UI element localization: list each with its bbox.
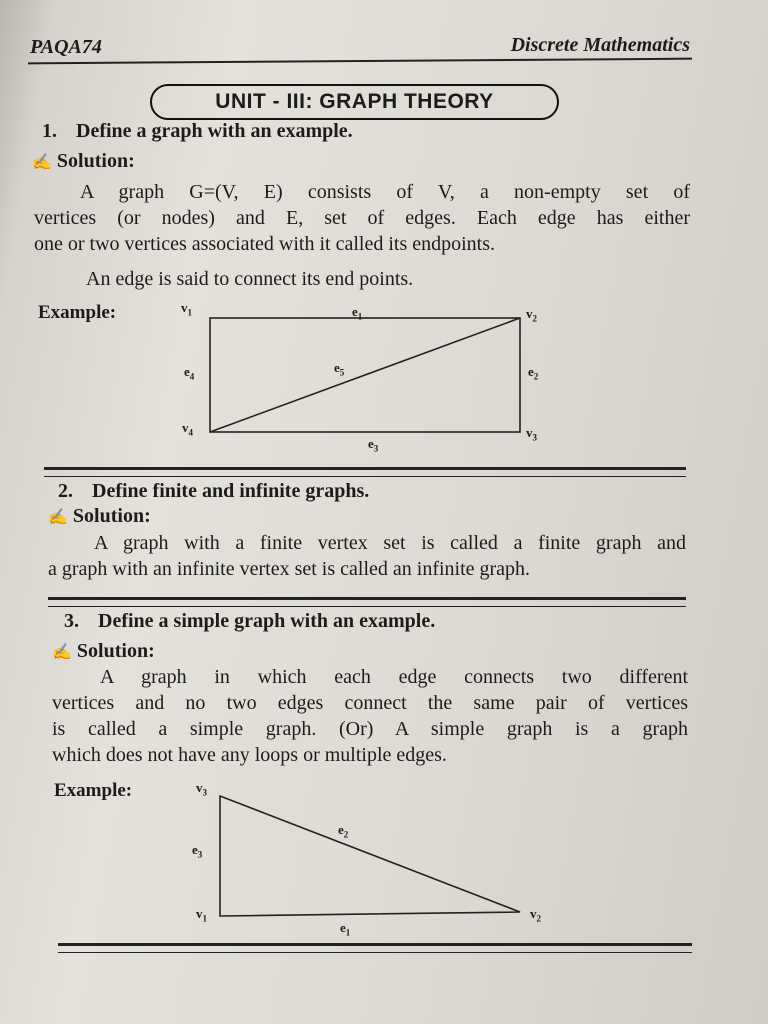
q3-line: which does not have any loops or multiple edges. [52, 744, 447, 766]
unit-title: UNIT - III: GRAPH THEORY [150, 84, 559, 120]
q3-graph-diagram [200, 780, 540, 930]
section-divider [58, 943, 692, 953]
q3-number: 3. [64, 610, 79, 632]
q1-title-row [42, 120, 353, 143]
q1-line: one or two vertices associated with it called its endpoints. [34, 233, 495, 255]
q3-edge-label: $e_1$ [340, 920, 351, 938]
q3-solution-row [52, 640, 155, 663]
q2-title-row [58, 480, 369, 503]
q2-title: Define finite and infinite graphs. [92, 480, 370, 502]
q3-edge-label: $e_2$ [338, 822, 349, 840]
q2-solution-row [48, 505, 151, 528]
section-divider [44, 467, 686, 477]
q1-example-label: Example: [38, 302, 117, 323]
q1-diagonal-e5 [210, 318, 520, 432]
q1-line: A graph G=(V, E) consists of V, a non-empty set of [80, 181, 690, 203]
q2-solution-label: Solution: [72, 505, 151, 527]
q3-solution-label: Solution: [76, 640, 155, 662]
pen-icon: ✍ [48, 509, 68, 526]
q3-vertex-label: $v_3$ [196, 780, 207, 798]
q1-line: vertices (or nodes) and E, set of edges. Each edge has either [34, 207, 690, 229]
q2-number: 2. [58, 480, 73, 502]
q1-paragraph [34, 179, 690, 257]
page-code: PAQA74 [30, 36, 102, 58]
q1-solution-row [32, 150, 135, 173]
q1-number: 1. [42, 120, 57, 142]
q1-edge-label: $e_3$ [368, 436, 379, 454]
q1-vertex-label: $v_2$ [526, 306, 537, 324]
q3-line: A graph in which each edge connects two different [100, 666, 688, 688]
pen-icon: ✍ [32, 154, 52, 171]
section-divider [48, 597, 686, 607]
q3-vertex-label: $v_1$ [196, 906, 207, 924]
q3-vertex-label: $v_2$ [530, 906, 541, 924]
q1-vertex-label: $v_3$ [526, 425, 537, 443]
q3-example-label: Example: [54, 780, 133, 801]
q3-triangle [220, 796, 520, 916]
q1-edge-label: $e_4$ [184, 364, 195, 382]
q1-vertex-label: $v_4$ [182, 420, 193, 438]
q1-solution-label: Solution: [56, 150, 135, 172]
q1-edge-label: $e_1$ [352, 304, 363, 322]
q1-title: Define a graph with an example. [76, 120, 353, 142]
q3-paragraph [52, 664, 688, 768]
pen-icon: ✍ [52, 644, 72, 661]
q1-edge-label: $e_2$ [528, 364, 539, 382]
q2-paragraph [48, 530, 686, 582]
q2-line: a graph with an infinite vertex set is called an infinite graph. [48, 558, 531, 580]
q1-edge-label: $e_5$ [334, 360, 345, 378]
q3-title: Define a simple graph with an example. [98, 610, 436, 632]
book-title: Discrete Mathematics [510, 34, 690, 56]
q3-line: vertices and no two edges connect the same pair of vertices [52, 692, 688, 714]
q2-line: A graph with a finite vertex set is called a finite graph and [94, 532, 686, 554]
q3-edge-label: $e_3$ [192, 842, 203, 860]
header-rule [28, 58, 692, 65]
q3-line: is called a simple graph. (Or) A simple graph is a graph [52, 718, 688, 740]
q1-vertex-label: $v_1$ [181, 300, 192, 318]
q1-line-4: An edge is said to connect its end points. [86, 268, 414, 290]
q1-graph-diagram [170, 298, 560, 458]
q3-title-row [64, 610, 435, 633]
